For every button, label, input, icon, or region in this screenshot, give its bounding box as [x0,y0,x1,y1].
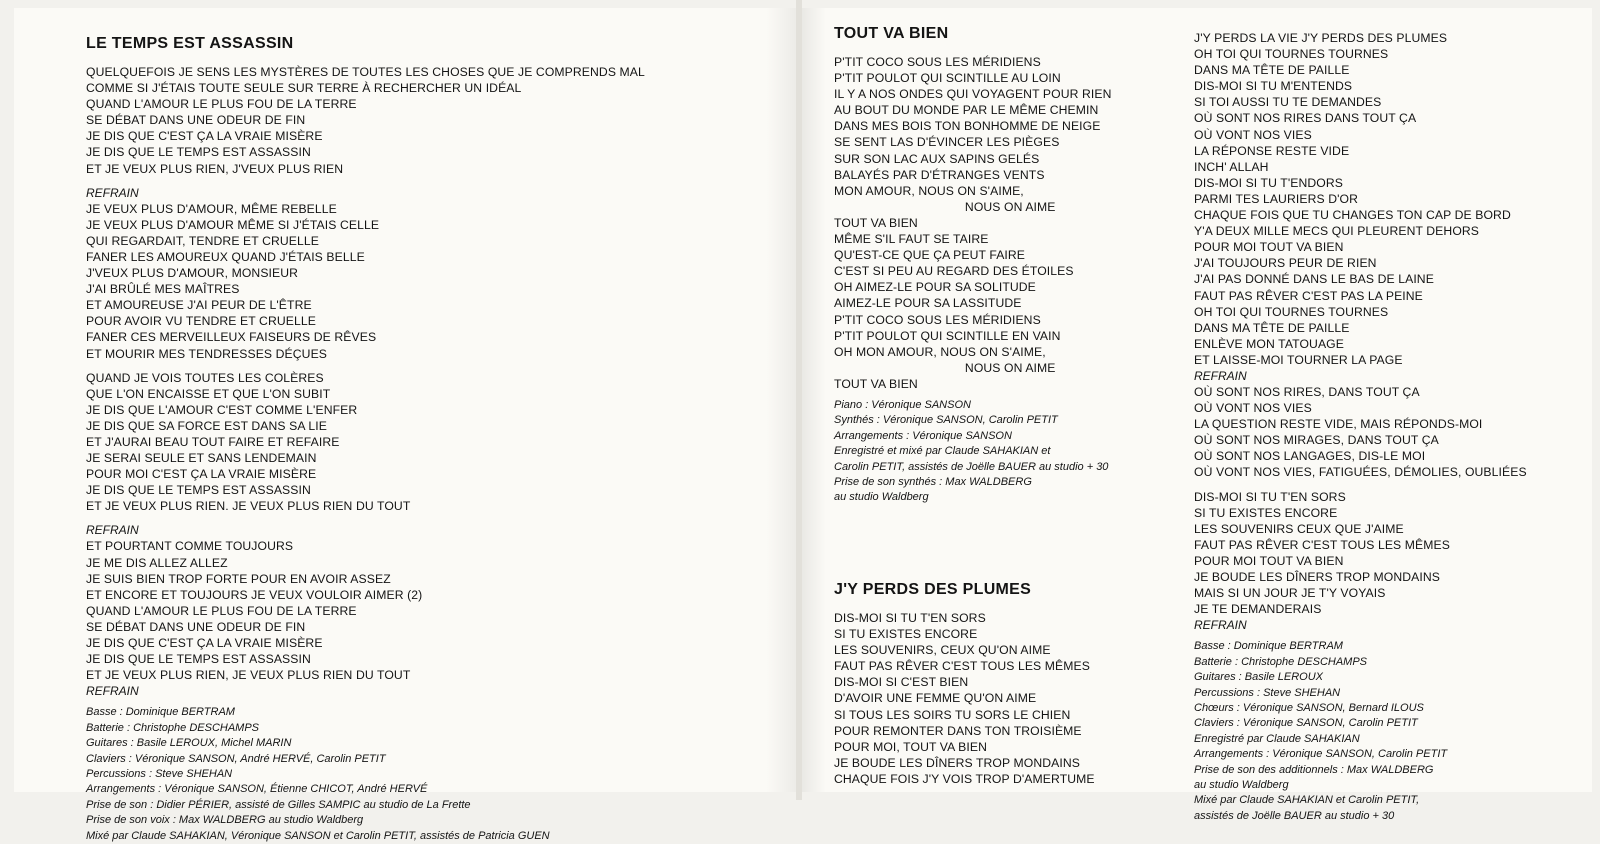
lyric-line: LA RÉPONSE RESTE VIDE [1194,143,1350,158]
lyric-line: MON AMOUR, NOUS ON S'AIME, [834,183,1024,198]
lyric-line: FAUT PAS RÊVER C'EST TOUS LES MÊMES [1194,537,1450,552]
lyric-line: P'TIT COCO SOUS LES MÉRIDIENS [834,55,1041,69]
credit-line: Batterie : Christophe DESCHAMPS [86,721,260,734]
lyric-line: OÙ SONT NOS LANGAGES, DIS-LE MOI [1194,449,1426,464]
lyric-line: LES SOUVENIRS CEUX QUE J'AIME [1194,521,1404,536]
lyric-line: JE DIS QUE L'AMOUR C'EST COMME L'ENFER [86,402,358,417]
credit-line: Prise de son des additionnels : Max WALDBERG [1194,763,1434,776]
lyric-line: DIS-MOI SI TU M'ENTENDS [1194,79,1353,94]
lyric-line: OÙ SONT NOS MIRAGES, DANS TOUT ÇA [1194,433,1439,448]
credit-line: Batterie : Christophe DESCHAMPS [1194,655,1368,668]
lyric-line: NOUS ON AIME [964,199,1056,214]
lyric-line: P'TIT COCO SOUS LES MÉRIDIENS [834,312,1041,327]
lyric-line: LA QUESTION RESTE VIDE, MAIS RÉPONDS-MOI [1194,417,1483,432]
credit-line: Prise de son synthés : Max WALDBERG [834,476,1032,488]
lyric-line: QUE L'ON ENCAISSE ET QUE L'ON SUBIT [86,386,331,401]
song-jy-perds-des-plumes-continued [1194,30,1527,824]
lyric-line: JE DIS QUE LE TEMPS EST ASSASSIN [86,483,311,498]
lyric-line: ET J'AURAI BEAU TOUT FAIRE ET REFAIRE [86,434,340,449]
lyric-line: NOUS ON AIME [964,360,1056,375]
lyric-line: DANS MA TÊTE DE PAILLE [1194,63,1350,78]
credit-line: Enregistré et mixé par Claude SAHAKIAN et [834,445,1051,458]
lyric-line: JE ME DIS ALLEZ ALLEZ [86,555,228,570]
lyric-line: SE DÉBAT DANS UNE ODEUR DE FIN [86,113,306,128]
lyric-line: P'TIT POULOT QUI SCINTILLE AU LOIN [834,71,1061,86]
lyric-line: JE VEUX PLUS D'AMOUR MÊME SI J'ÉTAIS CELLE [86,217,380,232]
lyric-line: SI TOI AUSSI TU TE DEMANDES [1194,95,1382,110]
credit-line: Arrangements : Véronique SANSON [834,429,1012,442]
lyric-line: COMME SI J'ÉTAIS TOUTE SEULE SUR TERRE À RECHERCHER UN IDÉAL [86,81,522,96]
lyric-line: JE DIS QUE C'EST ÇA LA VRAIE MISÈRE [86,129,323,144]
lyric-line: TOUT VA BIEN [834,215,918,230]
lyric-line: JE DIS QUE C'EST ÇA LA VRAIE MISÈRE [86,636,323,650]
lyric-line: JE BOUDE LES DÎNERS TROP MONDAINS [834,755,1080,770]
song-tout-va-bien [834,24,1112,506]
lyric-line: P'TIT POULOT QUI SCINTILLE EN VAIN [834,328,1061,343]
lyric-line: POUR AVOIR VU TENDRE ET CRUELLE [86,314,316,329]
lyric-line: QUELQUEFOIS JE SENS LES MYSTÈRES DE TOUTES LES CHOSES QUE JE COMPRENDS MAL [86,65,645,79]
credit-line: Guitares : Basile LEROUX [1194,671,1323,684]
lyric-line: IL Y A NOS ONDES QUI VOYAGENT POUR RIEN [834,87,1112,102]
credit-line: au studio Waldberg [1194,778,1289,791]
lyric-line: PARMI TES LAURIERS D'OR [1194,191,1358,206]
lyric-line: QUAND JE VOIS TOUTES LES COLÈRES [86,370,324,385]
lyric-line: SE SENT LAS D'ÉVINCER LES PIÈGES [834,135,1060,150]
verse-1 [834,610,1095,787]
credit-line: Carolin PETIT, assistés de Joëlle BAUER au studio + 30 [834,460,1109,473]
song-title: LE TEMPS EST ASSASSIN [86,35,294,52]
lyric-line: QUI REGARDAIT, TENDRE ET CRUELLE [86,233,320,248]
lyric-line: J'AI TOUJOURS PEUR DE RIEN [1194,256,1377,271]
song-credits [1194,639,1527,824]
verse-3 [1194,384,1527,481]
lyric-line: LES SOUVENIRS, CEUX QU'ON AIME [834,643,1051,658]
lyric-line: FANER CES MERVEILLEUX FAISEURS DE RÊVES [86,330,377,345]
verse-4 [1194,489,1527,618]
credit-line: Percussions : Steve SHEHAN [86,767,233,780]
lyric-line: C'EST SI PEU AU REGARD DES ÉTOILES [834,264,1074,279]
lyric-line: OÙ SONT NOS RIRES, DANS TOUT ÇA [1194,384,1420,399]
credit-line: Basse : Dominique BERTRAM [86,706,235,719]
lyric-line: SUR SON LAC AUX SAPINS GELÉS [834,151,1040,166]
credit-line: Arrangements : Véronique SANSON, Carolin PETIT [1194,748,1448,761]
lyric-line: JE TE DEMANDERAIS [1194,602,1322,617]
verse-3 [86,370,645,515]
refrain-label: REFRAIN [86,185,139,200]
lyric-line: MÊME S'IL FAUT SE TAIRE [834,232,989,247]
lyric-line: DANS MES BOIS TON BONHOMME DE NEIGE [834,119,1101,134]
lyric-line: OH TOI QUI TOURNES TOURNES [1194,47,1389,62]
lyric-line: OÙ VONT NOS VIES [1194,127,1312,142]
song-title: TOUT VA BIEN [834,25,949,42]
refrain-label: REFRAIN [1194,618,1247,633]
lyric-line: SI TOUS LES SOIRS TU SORS LE CHIEN [834,707,1071,722]
lyric-line: DANS MA TÊTE DE PAILLE [1194,320,1350,335]
song-credits [834,398,1112,506]
lyric-line: POUR REMONTER DANS TON TROISIÈME [834,723,1082,738]
lyric-line: TOUT VA BIEN [834,376,918,391]
lyric-line: DIS-MOI SI TU T'EN SORS [834,611,986,625]
verse-2 [834,215,1112,376]
right-page [802,8,1592,822]
lyric-line: AIMEZ-LE POUR SA LASSITUDE [834,296,1022,311]
lyric-line: DIS-MOI SI TU T'ENDORS [1194,175,1343,190]
refrain-label: REFRAIN [1194,368,1247,383]
lyric-line: ET POURTANT COMME TOUJOURS [86,539,294,554]
lyric-line: POUR MOI TOUT VA BIEN [1194,553,1344,568]
credit-line: Prise de son voix : Max WALDBERG au studio Waldberg [86,814,364,827]
credit-line: Synthés : Véronique SANSON, Carolin PETIT [834,414,1058,427]
credit-line: Percussions : Steve SHEHAN [1194,686,1341,699]
lyric-line: OH MON AMOUR, NOUS ON S'AIME, [834,344,1046,359]
credit-line: Mixé par Claude SAHAKIAN, Véronique SANSON et Carolin PETIT, assistés de Patricia GUEN [86,829,550,842]
credit-line: assistés de Joëlle BAUER au studio + 30 [1194,809,1395,822]
credit-line: Claviers : Véronique SANSON, Carolin PETIT [1194,717,1418,730]
credit-line: Mixé par Claude SAHAKIAN et Carolin PETIT, [1194,794,1420,807]
lyric-line: POUR MOI, TOUT VA BIEN [834,739,987,754]
lyric-line: OH AIMEZ-LE POUR SA SOLITUDE [834,280,1036,295]
lyric-line: QUAND L'AMOUR LE PLUS FOU DE LA TERRE [86,97,357,112]
lyric-line: INCH' ALLAH [1194,159,1269,174]
lyric-line: FAUT PAS RÊVER C'EST PAS LA PEINE [1194,288,1423,303]
lyric-line: ET JE VEUX PLUS RIEN, J'VEUX PLUS RIEN [86,161,344,176]
lyric-line: J'AI BRÛLÉ MES MAÎTRES [86,282,240,297]
verse-2 [1194,30,1527,368]
lyric-line: JE BOUDE LES DÎNERS TROP MONDAINS [1194,570,1440,584]
lyric-line: FANER LES AMOUREUX QUAND J'ÉTAIS BELLE [86,249,365,264]
lyric-line: D'AVOIR UNE FEMME QU'ON AIME [834,691,1037,706]
lyric-line: QUAND L'AMOUR LE PLUS FOU DE LA TERRE [86,603,357,618]
lyric-line: ET LAISSE-MOI TOURNER LA PAGE [1194,352,1403,367]
lyric-line: ET MOURIR MES TENDRESSES DÉÇUES [86,346,328,361]
song-credits [86,705,645,844]
lyric-line: DIS-MOI SI C'EST BIEN [834,675,969,690]
credit-line: Enregistré par Claude SAHAKIAN [1194,732,1360,745]
lyric-line: OÙ SONT NOS RIRES DANS TOUT ÇA [1194,111,1417,126]
lyric-line: ENLÈVE MON TATOUAGE [1194,336,1344,351]
credit-line: Piano : Véronique SANSON [834,398,971,411]
lyric-line: OH TOI QUI TOURNES TOURNES [1194,304,1389,319]
refrain-label: REFRAIN [86,523,139,538]
lyric-line: FAUT PAS RÊVER C'EST TOUS LES MÊMES [834,659,1090,674]
lyric-line: OÙ VONT NOS VIES, FATIGUÉES, DÉMOLIES, OUBLIÉES [1194,465,1527,480]
lyric-line: JE SUIS BIEN TROP FORTE POUR EN AVOIR ASSEZ [86,571,391,586]
lyric-line: POUR MOI C'EST ÇA LA VRAIE MISÈRE [86,467,317,482]
lyric-line: QU'EST-CE QUE ÇA PEUT FAIRE [834,248,1026,263]
lyric-line: JE DIS QUE LE TEMPS EST ASSASSIN [86,145,311,160]
lyric-line: BALAYÉS PAR D'ÉTRANGES VENTS [834,167,1045,182]
lyric-line: MAIS SI UN JOUR JE T'Y VOYAIS [1194,586,1386,601]
lyric-line: OÙ VONT NOS VIES [1194,401,1312,416]
lyric-line: SI TU EXISTES ENCORE [1194,505,1338,520]
lyric-line: JE VEUX PLUS D'AMOUR, MÊME REBELLE [86,201,337,216]
song-le-temps-est-assassin [86,34,645,844]
verse-1 [834,54,1112,215]
lyric-line: ET ENCORE ET TOUJOURS JE VEUX VOULOIR AIMER (2) [86,587,423,602]
lyric-line: Y'A DEUX MILLE MECS QUI PLEURENT DEHORS [1194,224,1480,239]
lyric-line: JE SERAI SEULE ET SANS LENDEMAIN [86,451,317,466]
lyric-line: ET AMOUREUSE J'AI PEUR DE L'ÊTRE [86,298,312,313]
lyric-line: J'AI PAS DONNÉ DANS LE BAS DE LAINE [1194,272,1434,287]
lyric-line: AU BOUT DU MONDE PAR LE MÊME CHEMIN [834,103,1099,118]
left-page [14,8,796,842]
lyric-line: POUR MOI TOUT VA BIEN [1194,240,1344,255]
credit-line: Chœurs : Véronique SANSON, Bernard ILOUS [1194,701,1424,714]
lyric-line: SI TU EXISTES ENCORE [834,627,978,642]
lyric-line: CHAQUE FOIS J'Y VOIS TROP D'AMERTUME [834,771,1095,786]
lyric-line: JE DIS QUE SA FORCE EST DANS SA LIE [86,418,327,433]
lyric-line: J'Y PERDS LA VIE J'Y PERDS DES PLUMES [1194,31,1448,45]
lyric-line: ET JE VEUX PLUS RIEN. JE VEUX PLUS RIEN DU TOUT [86,499,411,514]
song-title: J'Y PERDS DES PLUMES [834,581,1032,598]
refrain-label: REFRAIN [86,684,139,699]
lyric-line: SE DÉBAT DANS UNE ODEUR DE FIN [86,619,306,634]
verse-2 [86,201,645,362]
lyric-line: JE DIS QUE LE TEMPS EST ASSASSIN [86,652,311,667]
credit-line: au studio Waldberg [834,491,929,504]
credit-line: Arrangements : Véronique SANSON, Étienne CHICOT, André HERVÉ [86,783,428,796]
song-jy-perds-des-plumes [834,580,1095,787]
lyric-line: J'VEUX PLUS D'AMOUR, MONSIEUR [86,266,299,281]
credit-line: Guitares : Basile LEROUX, Michel MARIN [86,737,292,750]
lyric-line: ET JE VEUX PLUS RIEN, JE VEUX PLUS RIEN DU TOUT [86,668,411,683]
credit-line: Claviers : Véronique SANSON, André HERVÉ, Carolin PETIT [86,752,386,765]
verse-1 [86,64,645,177]
verse-4 [86,538,645,683]
credit-line: Prise de son : Didier PÉRIER, assisté de Gilles SAMPIC au studio de La Frette [86,798,471,811]
lyric-line: CHAQUE FOIS QUE TU CHANGES TON CAP DE BORD [1194,208,1511,223]
lyric-line: DIS-MOI SI TU T'EN SORS [1194,489,1346,504]
credit-line: Basse : Dominique BERTRAM [1194,640,1343,653]
